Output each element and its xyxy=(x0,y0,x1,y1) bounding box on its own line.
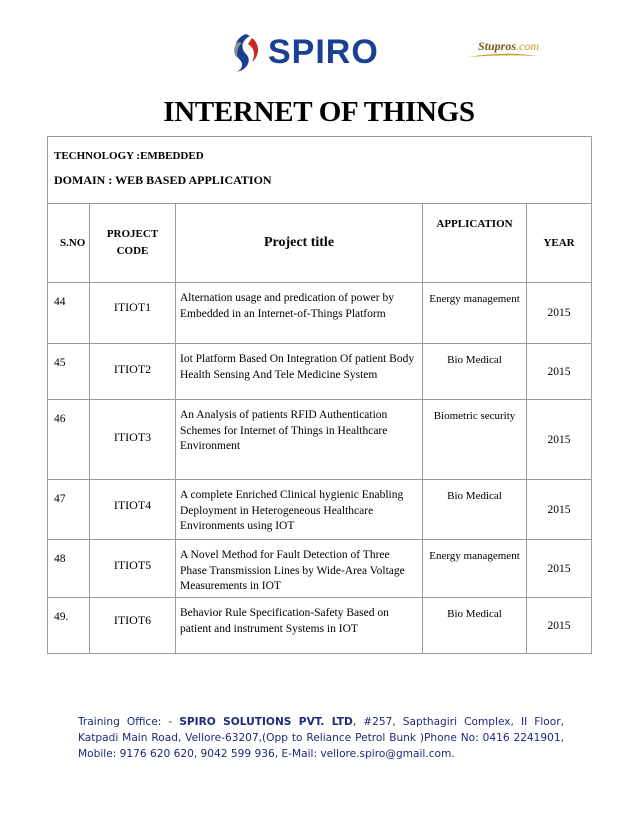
row-project-code: ITIOT3 xyxy=(90,400,176,480)
row-year: 2015 xyxy=(527,540,592,598)
info-row xyxy=(48,137,592,204)
table-row xyxy=(48,598,592,654)
row-sno: 44 xyxy=(48,283,90,344)
row-application: Energy management xyxy=(423,540,527,598)
info-cell xyxy=(48,137,592,204)
table-row xyxy=(48,283,592,344)
row-project-title: Behavior Rule Specification-Safety Based on patient and instrument Systems in IOT xyxy=(176,598,423,654)
row-project-code: ITIOT4 xyxy=(90,480,176,540)
spiro-logo-text: SPIRO xyxy=(268,33,379,71)
row-project-code: ITIOT6 xyxy=(90,598,176,654)
row-application: Bio Medical xyxy=(423,344,527,400)
row-application: Biometric security xyxy=(423,400,527,480)
spiro-swirl-icon xyxy=(226,30,264,74)
row-year: 2015 xyxy=(527,283,592,344)
spiro-logo xyxy=(226,30,386,74)
header-project-title: Project title xyxy=(176,204,423,283)
header-project-code-line2: CODE xyxy=(116,245,149,257)
stupros-swoosh-icon xyxy=(468,53,538,58)
row-year: 2015 xyxy=(527,344,592,400)
row-project-code: ITIOT1 xyxy=(90,283,176,344)
table-row xyxy=(48,400,592,480)
row-project-title: Iot Platform Based On Integration Of patient Body Health Sensing And Tele Medicine System xyxy=(176,344,423,400)
row-sno: 48 xyxy=(48,540,90,598)
row-application: Energy management xyxy=(423,283,527,344)
table-row xyxy=(48,480,592,540)
header-project-code xyxy=(90,204,176,283)
row-project-code: ITIOT5 xyxy=(90,540,176,598)
table-row xyxy=(48,344,592,400)
row-year: 2015 xyxy=(527,480,592,540)
technology-label: TECHNOLOGY :EMBEDDED xyxy=(54,150,204,162)
row-sno: 45 xyxy=(48,344,90,400)
row-sno: 47 xyxy=(48,480,90,540)
row-project-title: A complete Enriched Clinical hygienic Enabling Deployment in Heterogeneous Healthcare Environments using IOT xyxy=(176,480,423,540)
stupros-logo-text xyxy=(478,39,539,54)
row-sno: 49. xyxy=(48,598,90,654)
row-year: 2015 xyxy=(527,400,592,480)
stupros-logo xyxy=(468,37,548,59)
row-project-code: ITIOT2 xyxy=(90,344,176,400)
footer-address: , #257, Sapthagiri Complex, II Floor, Katpadi Main Road, Vellore-63207,(Opp to Reliance Petrol Bunk )Phone No: 0416 2241901, Mobile: 9176 620 620, 9042 599 936, E-Mail: vellore.spiro@gmail.com. xyxy=(78,716,564,760)
footer-company: SPIRO SOLUTIONS PVT. LTD xyxy=(179,716,353,728)
row-project-title: A Novel Method for Fault Detection of Three Phase Transmission Lines by Wide-Area Voltage Measurements in IOT xyxy=(176,540,423,598)
footer-contact xyxy=(78,714,564,762)
row-project-title: Alternation usage and predication of power by Embedded in an Internet-of-Things Platform xyxy=(176,283,423,344)
domain-label: DOMAIN : WEB BASED APPLICATION xyxy=(54,173,272,187)
table-row xyxy=(48,540,592,598)
stupros-logo-suffix: .com xyxy=(516,39,540,53)
stupros-logo-main: Stupros xyxy=(478,39,517,53)
row-year: 2015 xyxy=(527,598,592,654)
header-project-code-line1: PROJECT xyxy=(106,228,159,240)
header-sno: S.NO xyxy=(48,204,90,283)
header-year: YEAR xyxy=(527,204,592,283)
projects-table xyxy=(47,136,592,654)
header-row xyxy=(48,204,592,283)
row-application: Bio Medical xyxy=(423,480,527,540)
page-title: INTERNET OF THINGS xyxy=(163,96,475,128)
row-application: Bio Medical xyxy=(423,598,527,654)
footer-prefix: Training Office: - xyxy=(78,716,180,728)
header-application: APPLICATION xyxy=(423,204,527,283)
row-sno: 46 xyxy=(48,400,90,480)
row-project-title: An Analysis of patients RFID Authentication Schemes for Internet of Things in Healthcare Environment xyxy=(176,400,423,480)
